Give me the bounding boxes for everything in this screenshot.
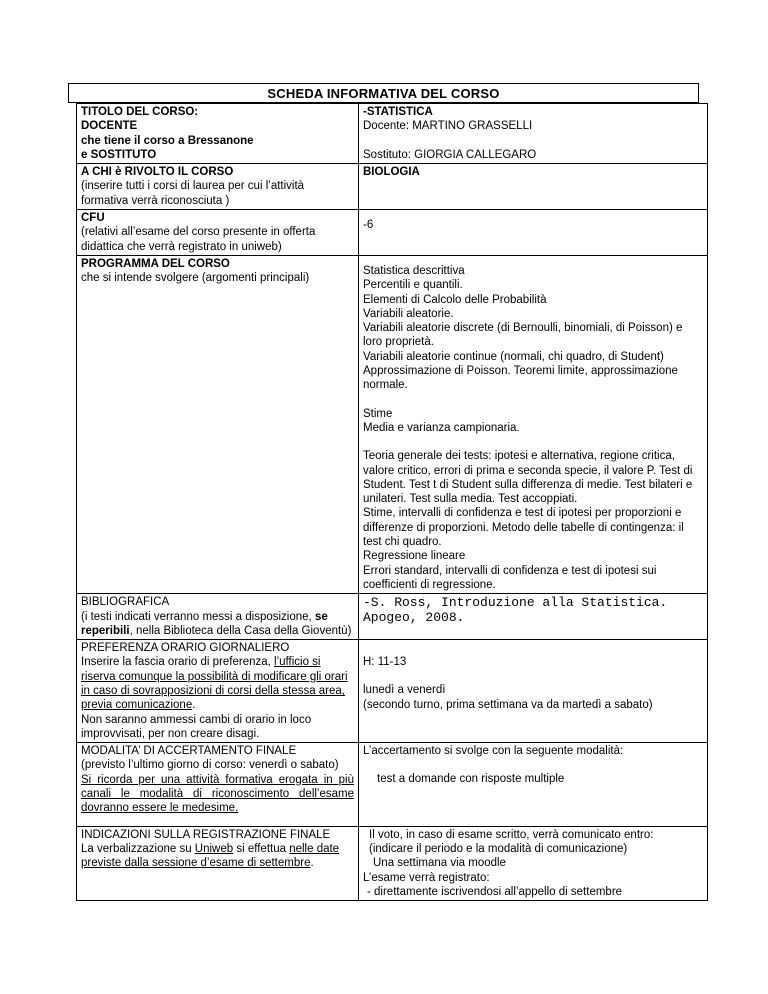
row-rivolto: [77, 164, 708, 210]
row-accertamento: [77, 743, 708, 826]
prog-item: Stime: [363, 407, 393, 420]
cell-cfu-label: [77, 210, 359, 256]
label-registrazione-note: La verbalizzazione su Uniweb si effettua nelle date previste dalla sessione d’esame di settembre.: [81, 842, 340, 870]
cell-rivolto-value: [359, 164, 708, 210]
row-orario: [77, 640, 708, 743]
value-titolo: -STATISTICA: [363, 106, 433, 118]
label-registrazione: INDICAZIONI SULLA REGISTRAZIONE FINALE: [81, 828, 331, 841]
row-programma: [77, 255, 708, 593]
label-orario: PREFERENZA ORARIO GIORNALIERO: [81, 642, 290, 655]
course-info-table: [76, 103, 708, 901]
prog-item: Elementi di Calcolo delle Probabilità: [363, 293, 547, 306]
value-docente: Docente: MARTINO GRASSELLI: [363, 120, 533, 133]
label-accertamento: MODALITA’ DI ACCERTAMENTO FINALE: [81, 745, 297, 758]
prog-item: Stime, intervalli di confidenza e test di ipotesi per proporzioni e differenze di proporzioni. Metodo delle tabelle di contingenza: il test chi quadro.: [363, 507, 684, 549]
prog-item: Variabili aleatorie.: [363, 307, 454, 320]
value-orario-days: lunedì a venerdì: [363, 684, 446, 697]
prog-item: Statistica descrittiva: [363, 264, 465, 277]
value-registrazione: - direttamente iscrivendosi all’appello di settembre: [367, 885, 623, 898]
row-cfu: [77, 210, 708, 256]
prog-item: Teoria generale dei tests: ipotesi e alternativa, regione critica, valore critico, errori di prima e seconda specie, il valore P. Test di Student. Test t di Student sulla differenza di medie. Test bilateri e unilateri. Test sulla media. Test accoppiati.: [363, 450, 693, 506]
prog-item: Variabili aleatorie continue (normali, chi quadro, di Student): [363, 350, 664, 363]
value-bibliografia: -S. Ross, Introduzione alla Statistica. Apogeo, 2008.: [363, 595, 668, 626]
label-programma-note: che si intende svolgere (argomenti principali): [81, 272, 310, 285]
value-registrazione: Il voto, in caso di esame scritto, verrà comunicato entro:: [369, 828, 654, 841]
cell-programma-label: [77, 255, 359, 593]
label-orario-note: Inserire la fascia orario di preferenza, l’ufficio si riserva comunque la possibilità di modificare gli orari in caso di sovrapposizioni di corsi della stessa area, previa comunicazione.: [81, 656, 348, 712]
row-bibliografia: [77, 594, 708, 640]
cell-registrazione-label: [77, 826, 359, 900]
label-accertamento-note: Si ricorda per una attività formativa erogata in più canali le modalità di riconoscimento dell’esame dovranno essere le medesime.: [81, 773, 354, 815]
value-cfu: -6: [363, 219, 374, 232]
value-sostituto: Sostituto: GIORGIA CALLEGARO: [363, 148, 537, 161]
label-cfu-note: (relativi all’esame del corso presente in offerta didattica che verrà registrato in uniweb): [81, 226, 316, 253]
label-programma: PROGRAMMA DEL CORSO: [81, 257, 230, 270]
cell-registrazione-value: [359, 826, 708, 900]
label-cfu: CFU: [81, 212, 105, 225]
cell-cfu-value: [359, 210, 708, 256]
cell-programma-value: [359, 255, 708, 593]
cell-bibliografia-label: [77, 594, 359, 640]
value-rivolto: BIOLOGIA: [363, 166, 420, 179]
prog-item: Regressione lineare: [363, 550, 466, 563]
value-registrazione: L’esame verrà registrato:: [363, 871, 490, 884]
value-orario-note: (secondo turno, prima settimana va da martedì a sabato): [363, 698, 653, 711]
value-registrazione: Una settimana via moodle: [373, 857, 506, 870]
label-titolo: TITOLO DEL CORSO:: [81, 106, 199, 118]
label-docente: DOCENTE: [81, 120, 138, 133]
cell-accertamento-value: [359, 743, 708, 826]
label-bibliografia: BIBLIOGRAFICA: [81, 596, 170, 609]
label-rivolto: A CHI è RIVOLTO IL CORSO: [81, 166, 234, 179]
label-sostituto: e SOSTITUTO: [81, 148, 157, 161]
cell-orario-value: [359, 640, 708, 743]
page-title: SCHEDA INFORMATIVA DEL CORSO: [267, 86, 500, 101]
label-accertamento-sub: (previsto l’ultimo giorno di corso: venerdì o sabato): [81, 759, 339, 772]
prog-item: Media e varianza campionaria.: [363, 421, 520, 434]
cell-orario-label: [77, 640, 359, 743]
cell-titolo-value: [359, 104, 708, 164]
value-orario-hours: H: 11-13: [363, 656, 407, 669]
value-accertamento-mode: test a domande con risposte multiple: [377, 773, 565, 786]
value-registrazione: (indicare il periodo e la modalità di comunicazione): [369, 842, 628, 855]
cell-titolo-label: [77, 104, 359, 164]
cell-rivolto-label: [77, 164, 359, 210]
label-rivolto-note: (inserire tutti i corsi di laurea per cui l’attività formativa verrà riconosciuta ): [81, 180, 305, 207]
label-bressanone: che tiene il corso a Bressanone: [81, 134, 254, 147]
label-orario-warning: Non saranno ammessi cambi di orario in loco improvvisati, per non creare disagi.: [81, 713, 312, 740]
title-box: [68, 83, 699, 103]
prog-item: Variabili aleatorie discrete (di Bernoulli, binomiali, di Poisson) e loro proprietà.: [363, 322, 683, 349]
cell-accertamento-label: [77, 743, 359, 826]
label-bibliografia-note: (i testi indicati verranno messi a disposizione, se reperibili, nella Biblioteca della Casa della Gioventù): [81, 610, 352, 637]
cell-bibliografia-value: [359, 594, 708, 640]
row-titolo: [77, 104, 708, 164]
prog-item: Errori standard, intervalli di confidenza e test di ipotesi sui coefficienti di regressione.: [363, 564, 657, 591]
row-registrazione: [77, 826, 708, 900]
value-accertamento: L’accertamento si svolge con la seguente modalità:: [363, 745, 624, 758]
prog-item: Percentili e quantili.: [363, 279, 463, 292]
prog-item: Approssimazione di Poisson. Teoremi limite, approssimazione normale.: [363, 365, 678, 392]
